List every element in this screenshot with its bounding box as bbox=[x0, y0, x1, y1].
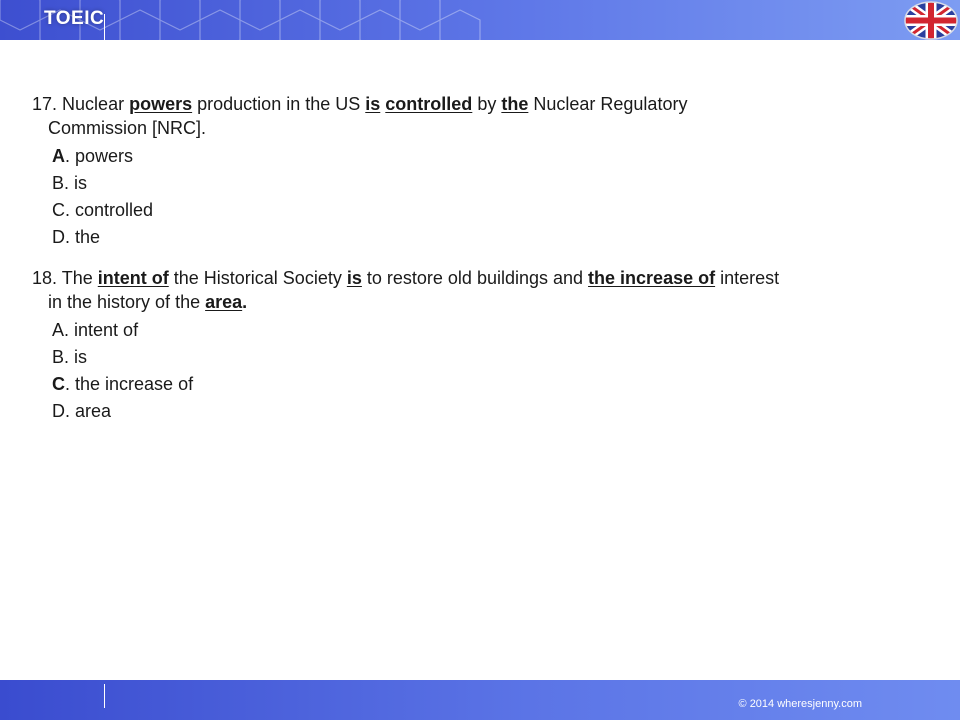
underlined-controlled: controlled bbox=[385, 94, 473, 114]
underlined-area: area bbox=[205, 292, 243, 312]
underlined-is: is bbox=[346, 268, 362, 288]
option-b[interactable]: B. is bbox=[52, 347, 88, 367]
option-a[interactable]: A. intent of bbox=[52, 320, 139, 340]
option-c[interactable]: C. controlled bbox=[52, 200, 154, 220]
question-17-options bbox=[32, 143, 942, 251]
underlined-the: the bbox=[501, 94, 529, 114]
footer-bar bbox=[0, 680, 960, 720]
question-17-continuation: Commission [NRC]. bbox=[48, 118, 207, 138]
question-18-options bbox=[32, 317, 942, 425]
underlined-is: is bbox=[365, 94, 381, 114]
option-d[interactable]: D. the bbox=[52, 227, 101, 247]
underlined-intent-of: intent of bbox=[97, 268, 169, 288]
question-18-text: 18. The intent of the Historical Society is to restore old buildings and the increase of interest bbox=[32, 268, 780, 288]
question-18-continuation: in the history of the area. bbox=[48, 292, 248, 312]
footer-divider bbox=[104, 684, 105, 708]
header-bar bbox=[0, 0, 960, 40]
option-c[interactable]: C. the increase of bbox=[52, 374, 194, 394]
option-a[interactable]: A. powers bbox=[52, 146, 134, 166]
question-17-text: 17. Nuclear powers production in the US is controlled by the Nuclear Regulatory bbox=[32, 94, 688, 114]
hexagon-pattern bbox=[0, 0, 960, 40]
question-18 bbox=[32, 266, 942, 425]
option-b[interactable]: B. is bbox=[52, 173, 88, 193]
question-content bbox=[32, 92, 942, 425]
uk-flag-icon bbox=[904, 1, 958, 40]
header-title: TOEIC bbox=[44, 8, 105, 29]
copyright-text: © 2014 wheresjenny.com bbox=[738, 698, 862, 710]
question-17 bbox=[32, 92, 942, 251]
underlined-the-increase-of: the increase of bbox=[588, 268, 716, 288]
header-divider bbox=[104, 14, 105, 40]
underlined-powers: powers bbox=[129, 94, 193, 114]
option-d[interactable]: D. area bbox=[52, 401, 112, 421]
